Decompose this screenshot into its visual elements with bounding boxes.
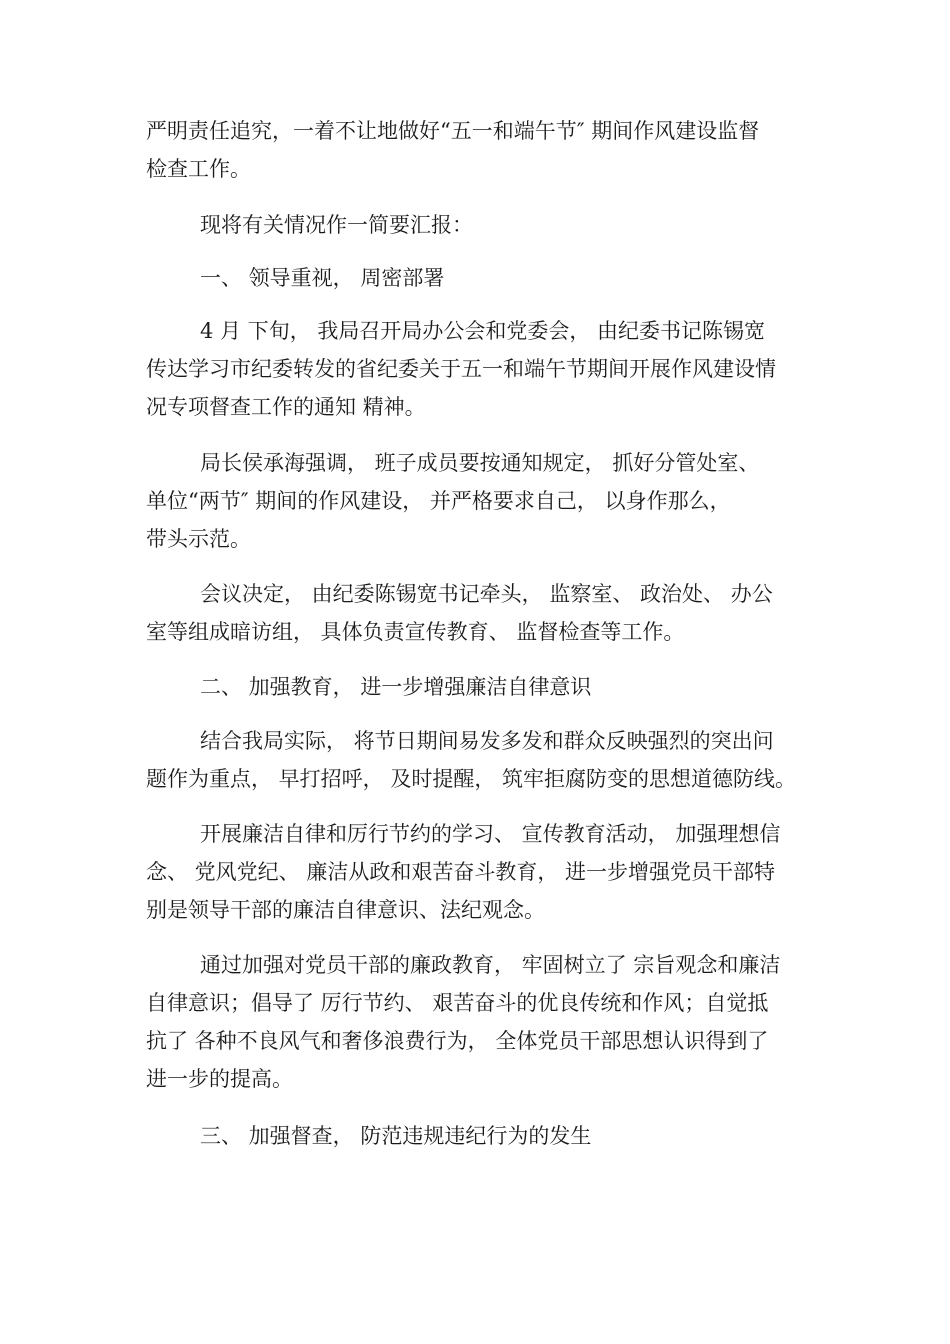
section-heading-1	[146, 259, 826, 297]
text-line: 传达学习市纪委转发的省纪委关于五一和端午节期间开展作风建设情	[146, 357, 776, 381]
text-line: 现将有关情况作一简要汇报：	[200, 213, 473, 237]
paragraph-education-results	[146, 946, 826, 1098]
paragraph-continuation	[146, 112, 826, 188]
text-line: 况专项督查工作的通知 精神。	[146, 395, 426, 419]
text-line: 抗了 各种不良风气和奢侈浪费行为， 全体党员干部思想认识得到了	[146, 1029, 769, 1053]
text-line: 二、 加强教育， 进一步增强廉洁自律意识	[200, 675, 592, 699]
text-line: 会议决定， 由纪委陈锡宽书记牵头， 监察室、 政治处、 办公	[200, 582, 773, 606]
paragraph-education-activities	[146, 815, 826, 929]
text-line: 结合我局实际， 将节日期间易发多发和群众反映强烈的突出问	[200, 729, 774, 753]
text-line: 自律意识；倡导了 厉行节约、 艰苦奋斗的优良传统和作风；自觉抵	[146, 991, 769, 1015]
paragraph-report-intro	[146, 206, 826, 244]
text-line: 开展廉洁自律和厉行节约的学习、 宣传教育活动， 加强理想信	[200, 822, 781, 846]
text-line: 严明责任追究，一着不让地做好“五一和端午节″ 期间作风建设监督	[146, 119, 760, 143]
text-line: 题作为重点， 早打招呼， 及时提醒， 筑牢拒腐防变的思想道德防线。	[146, 767, 797, 791]
paragraph-director-emphasis	[146, 444, 826, 558]
text-line: 通过加强对党员干部的廉政教育， 牢固树立了 宗旨观念和廉洁	[200, 953, 781, 977]
text-line: 三、 加强督查， 防范违规违纪行为的发生	[200, 1124, 592, 1148]
text-line: 一、 领导重视， 周密部署	[200, 266, 445, 290]
text-line: 别是领导干部的廉洁自律意识、法纪观念。	[146, 898, 545, 922]
text-line: 检查工作。	[146, 157, 251, 181]
paragraph-focus	[146, 722, 826, 798]
section-heading-2	[146, 668, 826, 706]
text-line: 局长侯承海强调， 班子成员要按通知规定， 抓好分管处室、	[200, 451, 760, 475]
text-line: 进一步的提高。	[146, 1067, 293, 1091]
text-line: 单位“两节″ 期间的作风建设， 并严格要求自己， 以身作那么，	[146, 489, 731, 513]
text-line: 带头示范。	[146, 527, 251, 551]
text-line: 室等组成暗访组， 具体负责宣传教育、 监督检查等工作。	[146, 620, 685, 644]
text-line: 4 月 下旬， 我局召开局办公会和党委会， 由纪委书记陈锡宽	[200, 319, 766, 343]
paragraph-meeting-decision	[146, 575, 826, 651]
paragraph-meeting	[146, 312, 826, 426]
text-line: 念、 党风党纪、 廉洁从政和艰苦奋斗教育， 进一步增强党员干部特	[146, 860, 776, 884]
section-heading-3	[146, 1117, 826, 1155]
